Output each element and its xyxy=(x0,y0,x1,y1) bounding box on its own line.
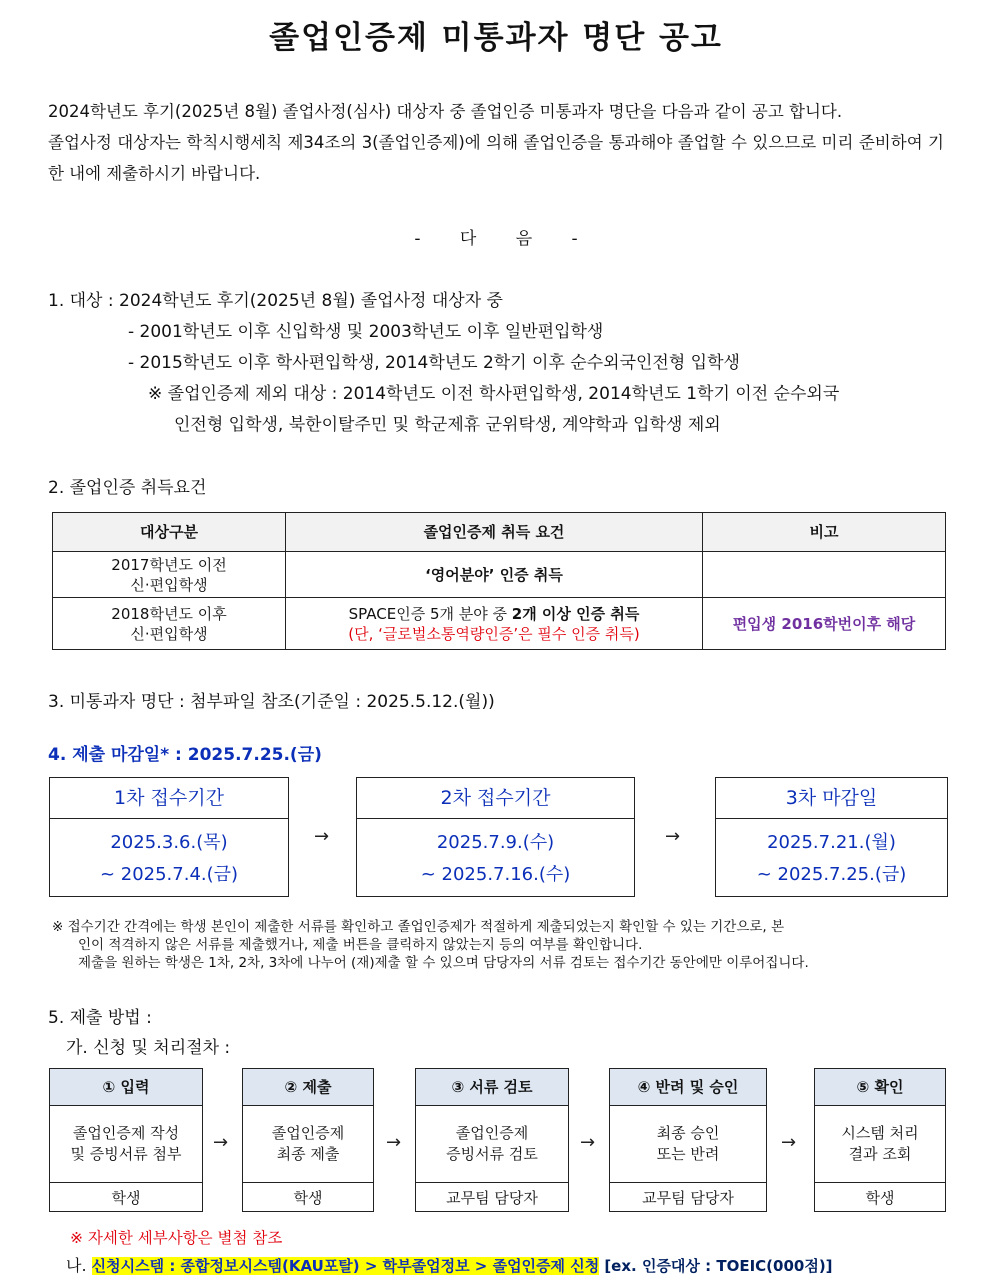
step-desc xyxy=(815,1106,945,1183)
requirement-line xyxy=(286,604,702,624)
note-line: 제출을 원하는 학생은 1차, 2차, 3차에 나누어 (재)제출 할 수 있으며 담당자의 서류 검토는 접수기간 동안에만 이루어집니다. xyxy=(78,955,809,971)
step-line: 결과 조회 xyxy=(848,1145,912,1163)
step-actor: 학생 xyxy=(293,1189,323,1207)
arrow-icon: → xyxy=(580,1132,596,1153)
step-line: 졸업인증제 xyxy=(271,1124,345,1142)
step-line: 졸업인증제 작성 xyxy=(72,1124,180,1142)
step-desc xyxy=(243,1106,373,1183)
note-cell xyxy=(703,552,946,598)
step-title: ⑤ 확인 xyxy=(815,1069,945,1106)
page-title: 졸업인증제 미통과자 명단 공고 xyxy=(269,20,723,56)
step-title: ③ 서류 검토 xyxy=(416,1069,568,1106)
step-actor: 교무팀 담당자 xyxy=(642,1189,734,1207)
arrow-icon: → xyxy=(665,826,681,847)
table-header-row xyxy=(53,513,946,552)
table-row xyxy=(53,552,946,598)
section3-heading: 3. 미통과자 명단 : 첨부파일 참조(기준일 : 2025.5.12.(월)) xyxy=(48,692,495,712)
daum-separator: - 다 음 - xyxy=(414,229,578,249)
note-cell: 편입생 2016학번이후 해당 xyxy=(703,598,946,650)
process-step-5 xyxy=(814,1068,946,1212)
period-title: 3차 마감일 xyxy=(716,778,947,819)
step-line: 및 증빙서류 첨부 xyxy=(70,1145,182,1163)
target-line: 2018학년도 이후 xyxy=(111,604,227,623)
period-box-3 xyxy=(715,777,948,897)
process-step-3 xyxy=(415,1068,569,1212)
step-title: ④ 반려 및 승인 xyxy=(610,1069,766,1106)
requirement-cell: ‘영어분야’ 인증 취득 xyxy=(286,552,703,598)
period-dates xyxy=(50,819,288,891)
step-actor: 학생 xyxy=(865,1189,895,1207)
period-start: 2025.7.21.(월) xyxy=(767,832,896,853)
table-header: 대상구분 xyxy=(53,513,286,552)
process-step-1 xyxy=(49,1068,203,1212)
system-example: [ex. 인증대상 : TOEIC(000점)] xyxy=(604,1257,833,1275)
period-dates xyxy=(357,819,634,891)
period-end: ~ 2025.7.25.(금) xyxy=(756,864,907,885)
section1-exclude-2: 인전형 입학생, 북한이탈주민 및 학군제휴 군위탁생, 계약학과 입학생 제외 xyxy=(174,415,721,435)
step-line: 증빙서류 검토 xyxy=(446,1145,538,1163)
step-actor: 학생 xyxy=(111,1189,141,1207)
step-line: 최종 제출 xyxy=(276,1145,340,1163)
step-desc xyxy=(416,1106,568,1183)
requirement-condition: (단, ‘글로벌소통역량인증’은 필수 인증 취득) xyxy=(348,624,640,643)
step-desc xyxy=(610,1106,766,1183)
period-start: 2025.3.6.(목) xyxy=(110,832,228,853)
arrow-icon: → xyxy=(314,826,330,847)
step-line: 시스템 처리 xyxy=(841,1124,919,1142)
intro-paragraph xyxy=(48,96,944,189)
table-row xyxy=(53,598,946,650)
step-title: ② 제출 xyxy=(243,1069,373,1106)
target-cell xyxy=(53,598,286,650)
requirement-bold: 2개 이상 인증 취득 xyxy=(511,604,640,623)
table-header: 졸업인증제 취득 요건 xyxy=(286,513,703,552)
section5-sub-b xyxy=(66,1253,833,1276)
arrow-icon: → xyxy=(213,1132,229,1153)
requirement-prefix: SPACE인증 5개 분야 중 xyxy=(348,604,512,623)
period-title: 2차 접수기간 xyxy=(357,778,634,819)
process-step-4 xyxy=(609,1068,767,1212)
period-box-2 xyxy=(356,777,635,897)
requirements-table xyxy=(52,512,946,650)
section1-exclude-1: ※ 졸업인증제 제외 대상 : 2014학년도 이전 학사편입학생, 2014학년도 1학기 이전 순수외국 xyxy=(148,384,840,404)
section1-item-1: - 2001학년도 이후 신입학생 및 2003학년도 이후 일반편입학생 xyxy=(128,322,604,342)
note-line: ※ 접수기간 간격에는 학생 본인이 제출한 서류를 확인하고 졸업인증제가 적절하게 제출되었는지 확인할 수 있는 기간으로, 본 xyxy=(52,919,785,935)
target-line: 신·편입학생 xyxy=(130,624,208,643)
target-line: 2017학년도 이전 xyxy=(111,555,227,574)
period-end: ~ 2025.7.4.(금) xyxy=(99,864,239,885)
step-desc xyxy=(50,1106,202,1183)
period-dates xyxy=(716,819,947,891)
period-note xyxy=(52,918,944,972)
arrow-icon: → xyxy=(781,1132,797,1153)
section2-heading: 2. 졸업인증 취득요건 xyxy=(48,478,207,498)
table-header: 비고 xyxy=(703,513,946,552)
step-title: ① 입력 xyxy=(50,1069,202,1106)
period-box-1 xyxy=(49,777,289,897)
sub-b-label: 나. xyxy=(66,1256,87,1275)
target-cell xyxy=(53,552,286,598)
step-line: 최종 승인 xyxy=(656,1124,720,1142)
process-step-2 xyxy=(242,1068,374,1212)
period-title: 1차 접수기간 xyxy=(50,778,288,819)
step-actor: 교무팀 담당자 xyxy=(446,1189,538,1207)
section4-heading: 4. 제출 마감일* : 2025.7.25.(금) xyxy=(48,745,322,765)
note-line: 인이 적격하지 않은 서류를 제출했거나, 제출 버튼을 클릭하지 않았는지 등의 여부를 확인합니다. xyxy=(78,937,643,953)
step-line: 졸업인증제 xyxy=(455,1124,529,1142)
section5-sub-a: 가. 신청 및 처리절차 : xyxy=(66,1038,231,1058)
period-end: ~ 2025.7.16.(수) xyxy=(420,864,571,885)
intro-line-2: 졸업사정 대상자는 학칙시행세칙 제34조의 3(졸업인증제)에 의해 졸업인증을 통과해야 졸업할 수 있으므로 미리 준비하여 기한 내에 제출하시기 바랍니다. xyxy=(48,133,944,183)
target-line: 신·편입학생 xyxy=(130,575,208,594)
system-path-highlight: 신청시스템 : 종합정보시스템(KAU포탈) > 학부졸업정보 > 졸업인증제 신청 xyxy=(91,1257,600,1275)
section1-item-2: - 2015학년도 이후 학사편입학생, 2014학년도 2학기 이후 순수외국인전형 입학생 xyxy=(128,353,740,373)
arrow-icon: → xyxy=(386,1132,402,1153)
intro-line-1: 2024학년도 후기(2025년 8월) 졸업사정(심사) 대상자 중 졸업인증 미통과자 명단을 다음과 같이 공고 합니다. xyxy=(48,102,843,121)
period-start: 2025.7.9.(수) xyxy=(436,832,555,853)
detail-note: ※ 자세한 세부사항은 별첨 참조 xyxy=(70,1229,283,1247)
section5-heading: 5. 제출 방법 : xyxy=(48,1008,152,1028)
requirement-cell xyxy=(286,598,703,650)
step-line: 또는 반려 xyxy=(656,1145,720,1163)
section1-heading: 1. 대상 : 2024학년도 후기(2025년 8월) 졸업사정 대상자 중 xyxy=(48,291,503,311)
